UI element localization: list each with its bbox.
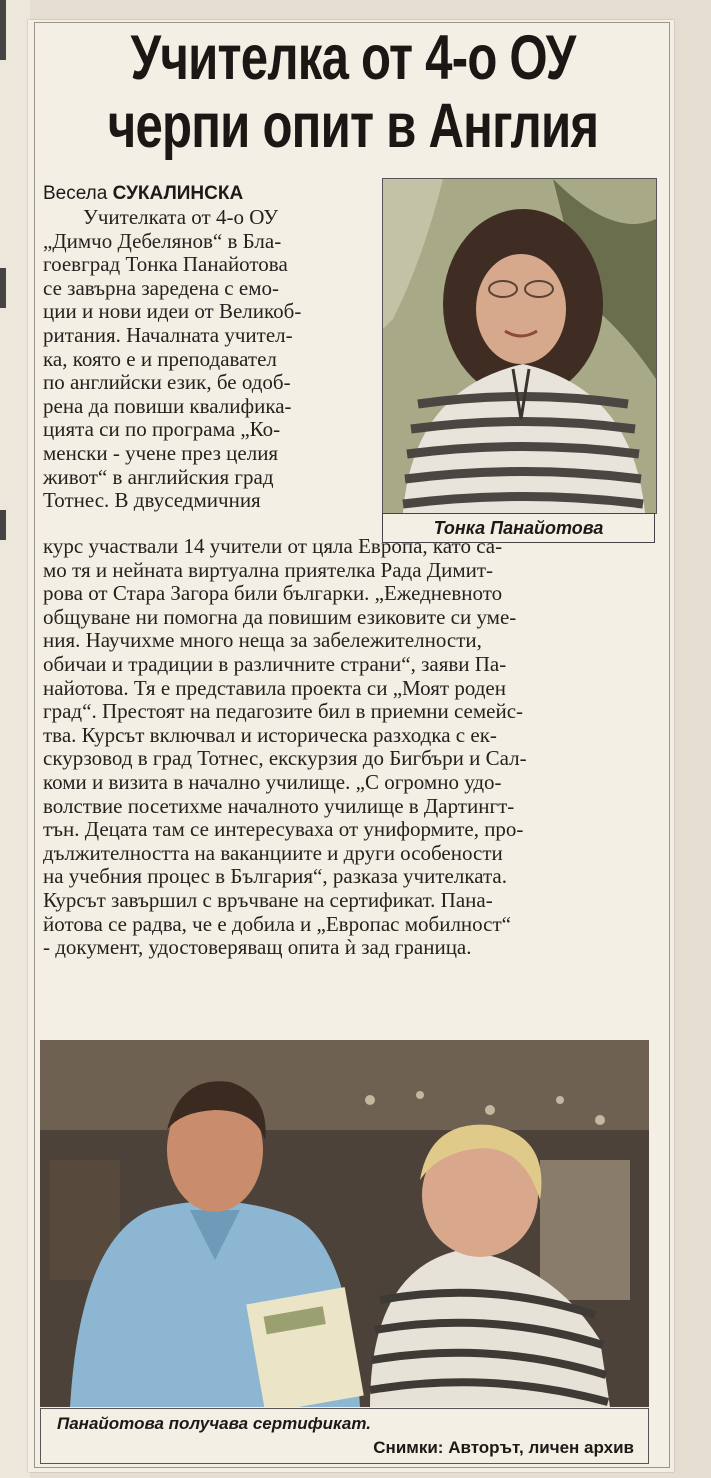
body-text-line: йотова се радва, че е добила и „Европас мобилност“ — [43, 911, 511, 936]
column-text-line: се завърна заредена с емо- — [43, 275, 279, 300]
column-text-line: Тотнес. В двуседмичния — [43, 488, 261, 513]
column-text-line: рена да повиши квалифика- — [43, 393, 292, 418]
column-text-line: ка, която е и преподавател — [43, 346, 277, 371]
headline-line-2: черпи опит в Англия — [107, 91, 599, 161]
body-text-line: град“. Престоят на педагозите бил в приемни семейс- — [43, 699, 524, 724]
strip-mark — [0, 268, 6, 308]
body-text-line: скурзовод в град Тотнес, екскурзия до Бигбъри и Сал- — [43, 746, 527, 771]
column-text-line: гоевград Тонка Панайотова — [43, 252, 288, 277]
column-text-line: по английски език, бе одоб- — [43, 370, 291, 395]
column-text-line: живот“ в английския град — [43, 464, 274, 489]
strip-mark — [0, 510, 6, 540]
portrait-illustration — [383, 179, 656, 513]
body-text-line: обичаи и традиции в различните страни“, заяви Па- — [43, 651, 507, 676]
certificate-caption-box — [40, 1408, 649, 1464]
headline — [107, 24, 598, 160]
body-text-line: курс участвали 14 учители от цяла Европа, като са- — [43, 534, 503, 558]
article-full-width-text — [43, 535, 663, 960]
byline — [43, 183, 243, 205]
body-text-line: - документ, удостоверяващ опита ѝ зад граница. — [43, 935, 472, 960]
column-text-line: „Димчо Дебелянов“ в Бла- — [43, 228, 282, 253]
author-first-name: Весела — [43, 183, 113, 204]
column-text-line: цията си по програма „Ко- — [43, 417, 281, 442]
article-paragraph-start — [43, 206, 369, 513]
body-text-line: коми и визита в начално училище. „С огромно удо- — [43, 769, 502, 794]
body-text-line: волствие посетихме началното училище в Дартингт- — [43, 793, 515, 818]
body-text-line: тън. Децата там се интересуваха от униформите, про- — [43, 817, 524, 842]
body-text-line: дължителността на ваканциите и други особености — [43, 840, 503, 865]
column-text-line: ритания. Началната учител- — [43, 322, 293, 347]
column-text-line: Учителката от 4-о ОУ — [83, 205, 279, 229]
body-text-line: ния. Научихме много неща за забележителности, — [43, 628, 482, 653]
portrait-caption: Тонка Панайотова — [382, 513, 655, 543]
body-text-line: тва. Курсът включвал и историческа разходка с ек- — [43, 722, 497, 747]
article-column-text — [43, 206, 369, 513]
body-text-line: найотова. Тя е представила проекта си „Моят роден — [43, 675, 506, 700]
column-text-line: менски - учене през целия — [43, 440, 279, 465]
body-text-line: общуване ни помогна да повишим езиковите си уме- — [43, 604, 517, 629]
author-last-name: СУКАЛИНСКА — [112, 183, 244, 204]
article-paragraph-continuation — [43, 535, 663, 960]
body-text-line: на учебния процес в България“, разказа учителката. — [43, 864, 507, 889]
adjacent-page-strip — [0, 0, 30, 1478]
certificate-illustration — [40, 1040, 649, 1407]
certificate-photo — [40, 1040, 649, 1407]
headline-line-1: Учителка от 4-о ОУ — [130, 23, 576, 93]
portrait-photo — [382, 178, 657, 514]
body-text-line: Курсът завършил с връчване на сертификат. Пана- — [43, 887, 493, 912]
certificate-caption: Панайотова получава сертификат. — [57, 1414, 371, 1433]
column-text-line: ции и нови идеи от Великоб- — [43, 299, 302, 324]
strip-mark — [0, 0, 6, 60]
body-text-line: мо тя и нейната виртуална приятелка Рада Димит- — [43, 557, 494, 582]
photo-credit: Снимки: Авторът, личен архив — [373, 1438, 634, 1457]
body-text-line: рова от Стара Загора били българки. „Ежедневното — [43, 581, 503, 606]
